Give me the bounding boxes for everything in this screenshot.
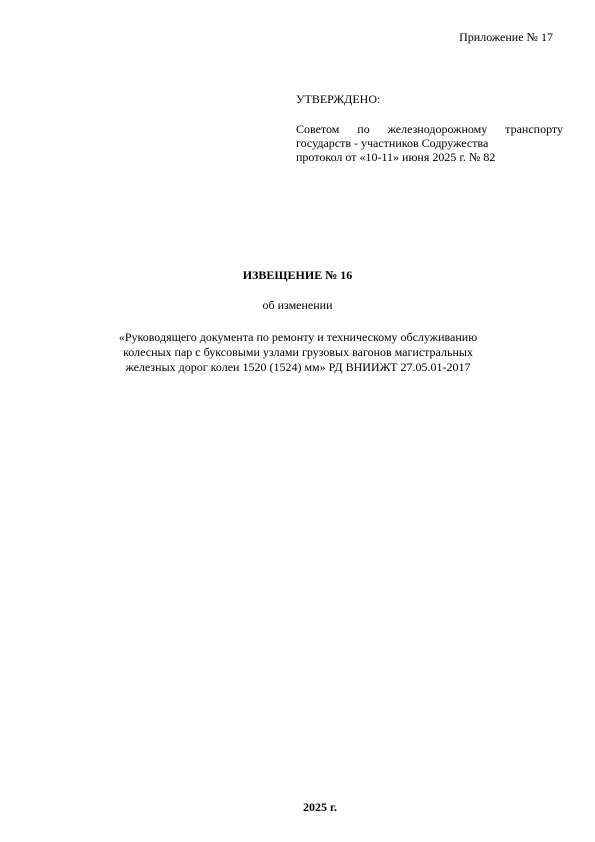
document-name-line: колесных пар с буксовыми узлами грузовых вагонов магистральных (123, 345, 473, 359)
document-name-line: «Руководящего документа по ремонту и техническому обслуживанию (118, 330, 478, 344)
approval-title: УТВЕРЖДЕНО: (296, 92, 381, 106)
document-year: 2025 г. (302, 800, 338, 814)
document-name (0, 330, 595, 375)
approval-line: протокол от «10-11» июня 2025 г. № 82 (296, 150, 496, 164)
approval-line: государств - участников Содружества (296, 136, 489, 150)
approval-body (296, 122, 563, 164)
notice-title: ИЗВЕЩЕНИЕ № 16 (242, 268, 353, 282)
document-name-line: железных дорог колеи 1520 (1524) мм» РД ВНИИЖТ 27.05.01-2017 (125, 360, 471, 374)
approval-block (296, 92, 563, 164)
appendix-label: Приложение № 17 (459, 30, 553, 44)
approval-line: Советом по железнодорожному транспорту (296, 122, 563, 136)
notice-subtitle: об изменении (262, 298, 333, 312)
